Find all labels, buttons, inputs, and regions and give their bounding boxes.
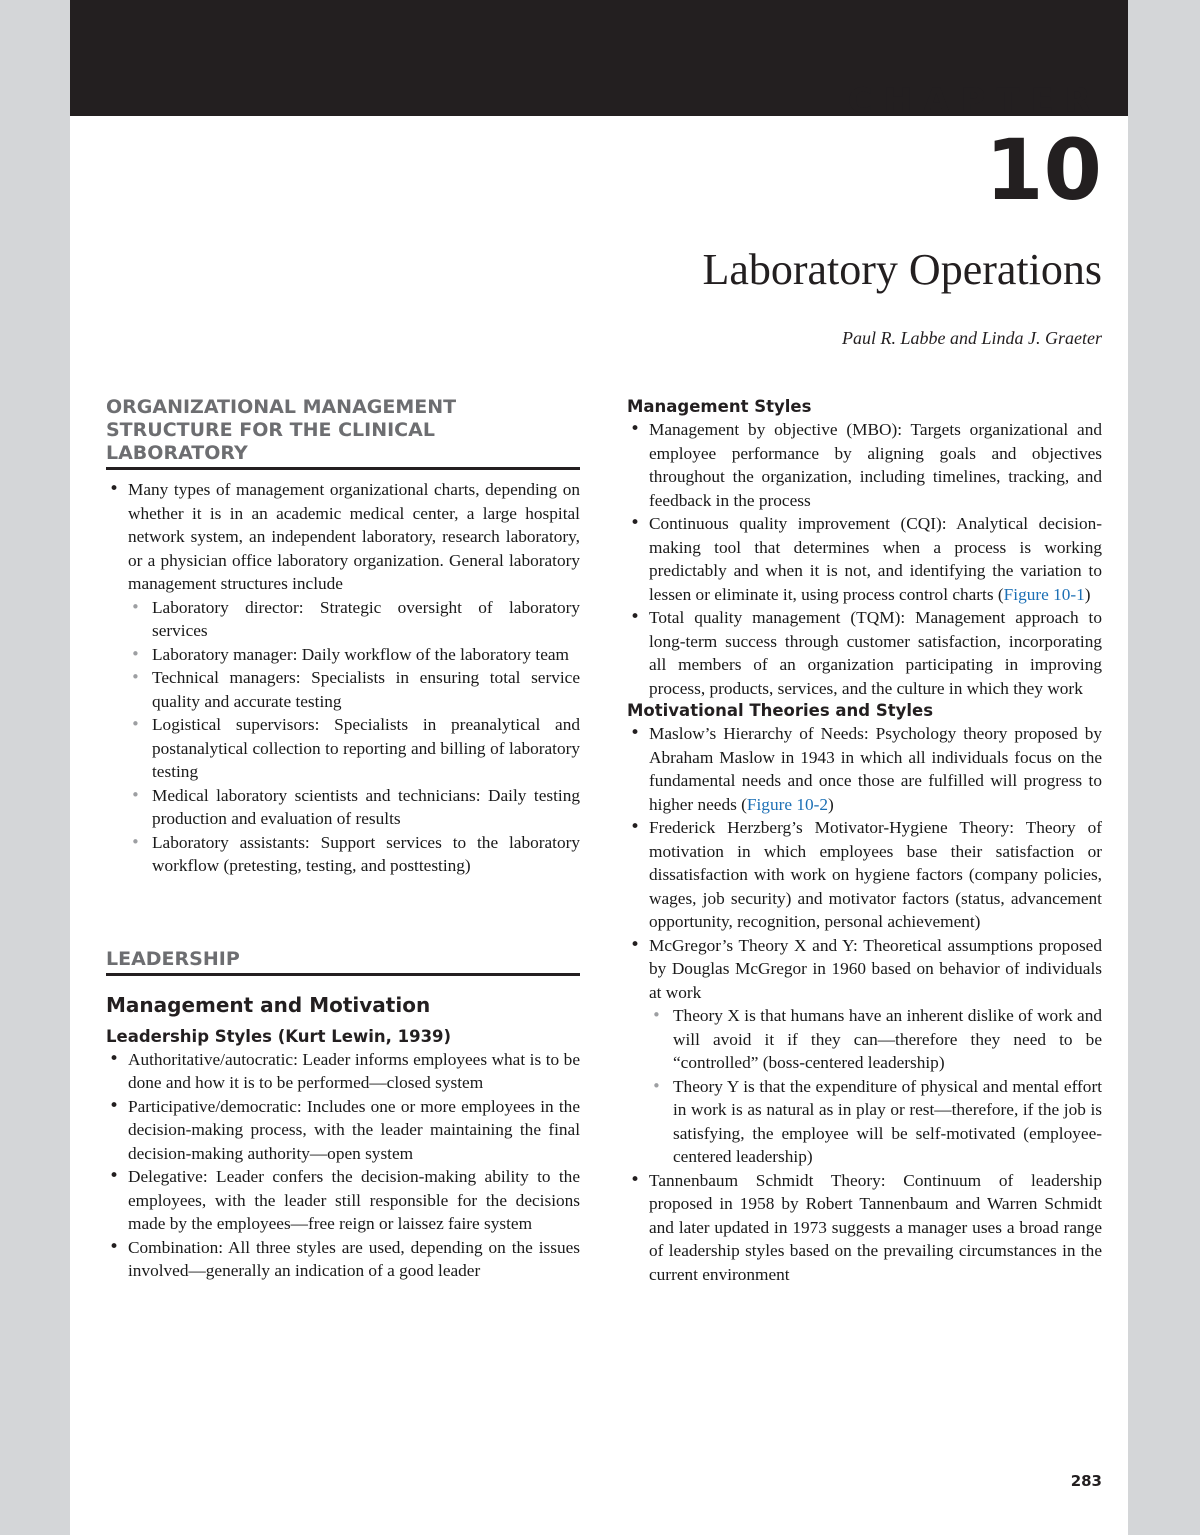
list-item bbox=[627, 722, 1102, 816]
maslow-text: Maslow’s Hierarchy of Needs: Psychology theory proposed by Abraham Maslow in 1943 in which all individuals focus on the fundamental needs and once those are fulfilled will progress to higher needs ( bbox=[649, 724, 1102, 814]
list-item: • Frederick Herzberg’s Motivator-Hygiene Theory: Theory of motivation in which employees base their satisfaction or dissatisfaction with work on hygiene factors (company policies, wages, job security) and motivator factors (status, advancement opportunity, recognition, personal achievement) bbox=[627, 816, 1102, 934]
spacer bbox=[106, 878, 580, 948]
right-column bbox=[627, 396, 1102, 1286]
section-heading-org: ORGANIZATIONAL MANAGEMENT STRUCTURE FOR THE CLINICAL LABORATORY bbox=[106, 396, 580, 470]
left-margin-band bbox=[0, 0, 70, 1535]
org-list bbox=[106, 478, 580, 878]
chapter-authors: Paul R. Labbe and Linda J. Graeter bbox=[842, 328, 1102, 348]
list-item: • Management by objective (MBO): Targets organizational and employee performance by aligning goals and objectives throughout the organization, including timelines, tracking, and feedback in the process bbox=[627, 418, 1102, 512]
list-item bbox=[627, 512, 1102, 606]
list-item: • Technical managers: Specialists in ensuring total service quality and accurate testing bbox=[128, 666, 580, 713]
list-item: • Laboratory assistants: Support services to the laboratory workflow (pretesting, testing, and posttesting) bbox=[128, 831, 580, 878]
list-item bbox=[106, 478, 580, 878]
list-item bbox=[627, 934, 1102, 1169]
list-item: • Medical laboratory scientists and technicians: Daily testing production and evaluation of results bbox=[128, 784, 580, 831]
list-item: • Participative/democratic: Includes one or more employees in the decision-making process, with the leader maintaining the final decision-making authority—open system bbox=[106, 1095, 580, 1166]
chapter-number: 10 bbox=[985, 121, 1102, 219]
right-margin-band bbox=[1128, 0, 1200, 1535]
mcgregor-text: McGregor’s Theory X and Y: Theoretical assumptions proposed by Douglas McGregor in 1960 based on behavior of individuals at work bbox=[649, 935, 1102, 1002]
org-intro-text: Many types of management organizational charts, depending on whether it is in an academic medical center, a large hospital network system, an independent laboratory, research laboratory, or a physician office laboratory organization. General laboratory management structures include bbox=[128, 480, 580, 593]
list-item: • Total quality management (TQM): Management approach to long-term success through customer satisfaction, incorporating all members of an organization participating in improving process, products, services, and the culture in which they work bbox=[627, 606, 1102, 700]
subheading-leadership-styles: Leadership Styles (Kurt Lewin, 1939) bbox=[106, 1026, 452, 1046]
page-number: 283 bbox=[1070, 1472, 1102, 1490]
list-item: • Combination: All three styles are used, depending on the issues involved—generally an indication of a good leader bbox=[106, 1236, 580, 1283]
section-heading-leadership: LEADERSHIP bbox=[106, 948, 580, 976]
subheading-motivational-theories: Motivational Theories and Styles bbox=[627, 701, 934, 720]
left-column bbox=[106, 396, 580, 1283]
list-item: • Laboratory manager: Daily workflow of the laboratory team bbox=[128, 643, 580, 667]
list-item: • Tannenbaum Schmidt Theory: Continuum of leadership proposed in 1958 by Robert Tannenbaum and Warren Schmidt and later updated in 1973 suggests a manager uses a broad range of leadership styles based on the prevailing circumstances in the current environment bbox=[627, 1169, 1102, 1287]
list-item: • Delegative: Leader confers the decision-making ability to the employees, with the leader still responsible for the decisions made by the employees—free reign or laissez faire system bbox=[106, 1165, 580, 1236]
subheading-management-styles: Management Styles bbox=[627, 397, 812, 416]
list-item: • Theory X is that humans have an inherent dislike of work and will avoid it if they can—therefore they need to be “controlled” (boss-centered leadership) bbox=[649, 1004, 1102, 1075]
list-item: • Theory Y is that the expenditure of physical and mental effort in work is as natural as in play or rest—therefore, if the job is satisfying, the employee will be self-motivated (employee-centered leadership) bbox=[649, 1075, 1102, 1169]
subheading-management-motivation: Management and Motivation bbox=[106, 992, 431, 1017]
chapter-label: CHAPTER bbox=[847, 81, 1102, 121]
motivational-theories-list bbox=[627, 722, 1102, 1286]
cqi-end: ) bbox=[1084, 584, 1091, 604]
list-item: • Laboratory director: Strategic oversight of laboratory services bbox=[128, 596, 580, 643]
org-sublist bbox=[128, 596, 580, 878]
cqi-text: Continuous quality improvement (CQI): Analytical decision-making tool that determines when a process is working predictably and when it is not, and identifying the variation to lessen or eliminate it, using process control charts ( bbox=[649, 514, 1102, 604]
figure-link[interactable]: Figure 10-1 bbox=[1003, 584, 1085, 604]
chapter-title: Laboratory Operations bbox=[702, 245, 1102, 294]
figure-link[interactable]: Figure 10-2 bbox=[746, 794, 829, 814]
list-item: • Authoritative/autocratic: Leader informs employees what is to be done and how it is to be performed—closed system bbox=[106, 1048, 580, 1095]
leadership-styles-list bbox=[106, 1048, 580, 1283]
mcgregor-sublist bbox=[649, 1004, 1102, 1169]
maslow-end: ) bbox=[828, 794, 834, 814]
list-item: • Logistical supervisors: Specialists in preanalytical and postanalytical collection to reporting and billing of laboratory testing bbox=[128, 713, 580, 784]
management-styles-list bbox=[627, 418, 1102, 700]
